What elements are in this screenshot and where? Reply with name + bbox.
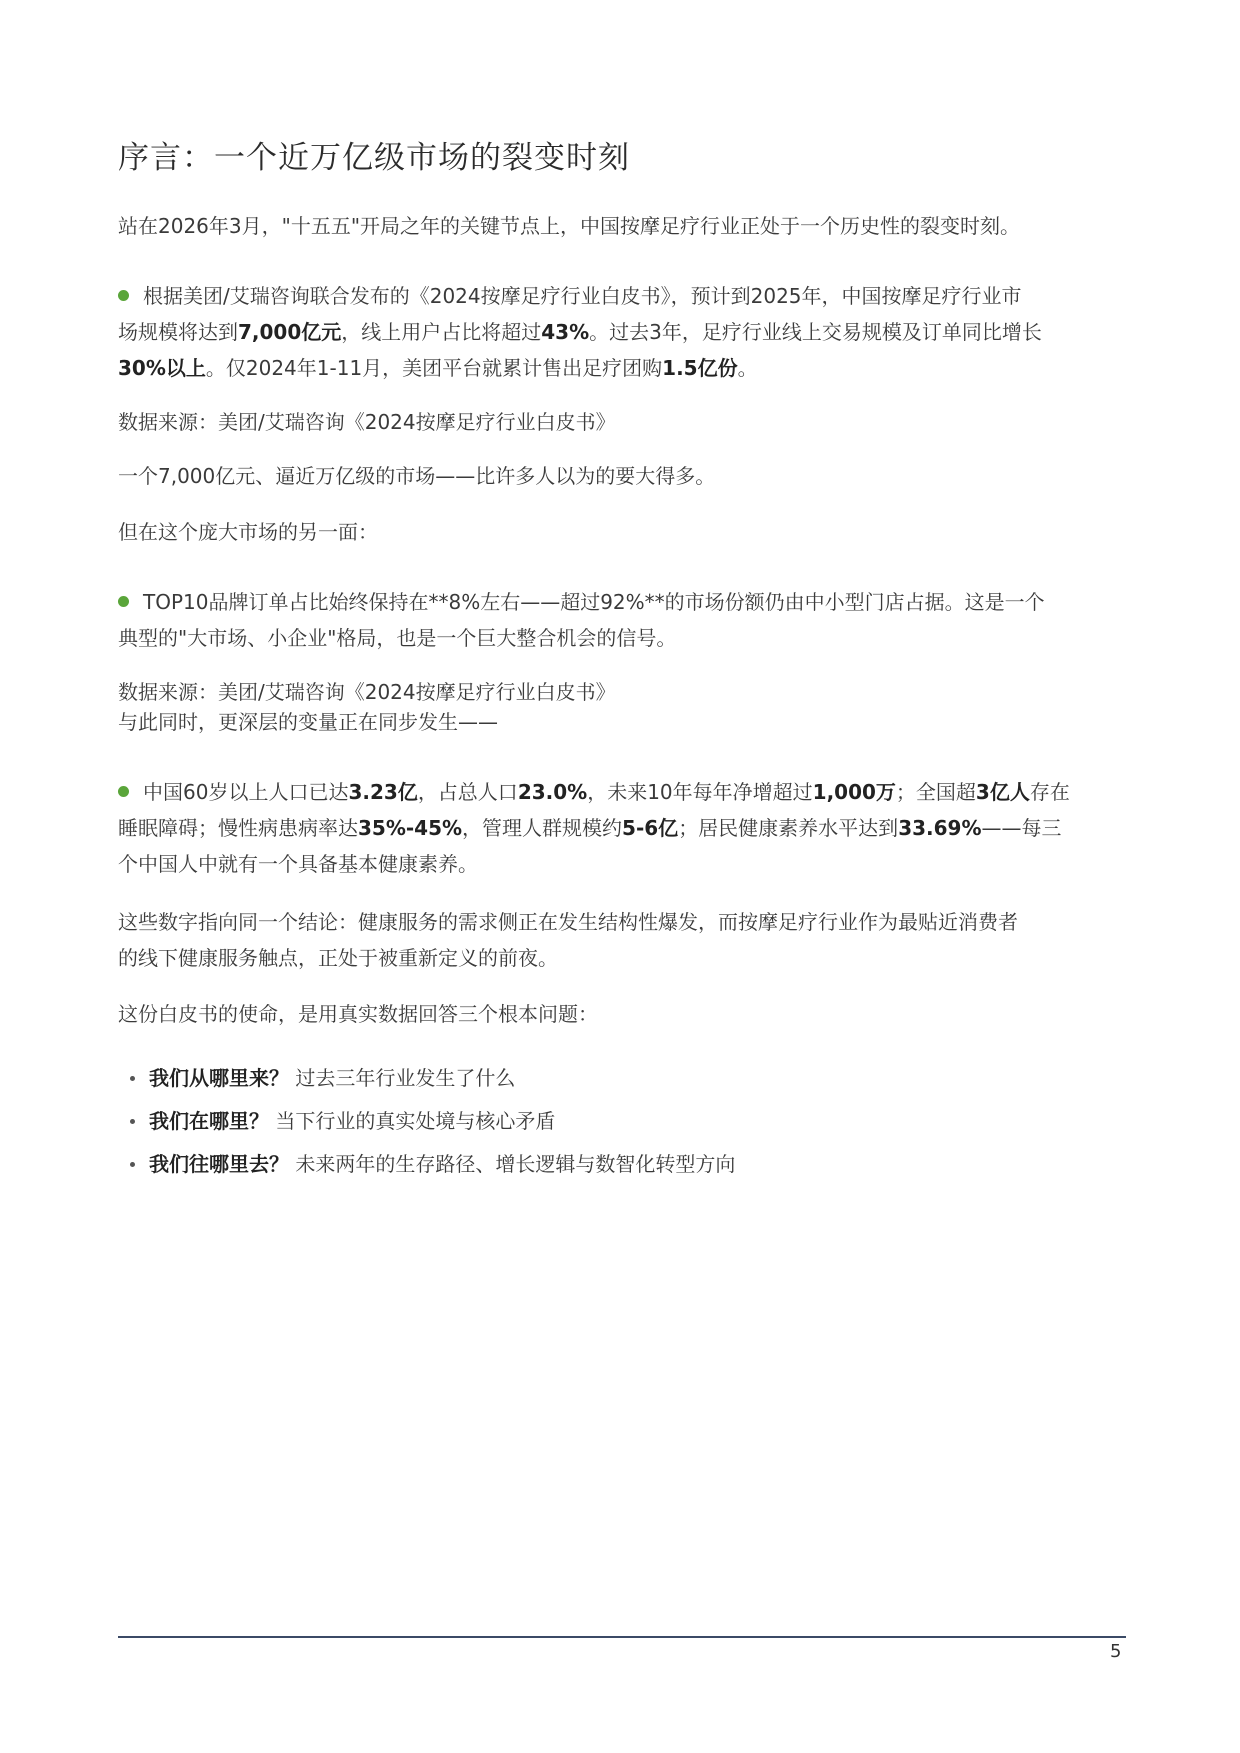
- intro-paragraph: 站在2026年3月，"十五五"开局之年的关键节点上，中国按摩足疗行业正处于一个历史性的裂变时刻。: [118, 214, 1021, 238]
- bullet-3-line-1: 中国60岁以上人口已达3.23亿，占总人口23.0%，未来10年每年净增超过1,000万；全国超3亿人存在: [118, 774, 1128, 811]
- bullet-1-line-1: 根据美团/艾瑞咨询联合发布的《2024按摩足疗行业白皮书》，预计到2025年，中国按摩足疗行业市: [118, 278, 1128, 315]
- meanwhile-paragraph: 与此同时，更深层的变量正在同步发生——: [118, 710, 498, 734]
- data-source-2: 数据来源：美团/艾瑞咨询《2024按摩足疗行业白皮书》: [118, 680, 616, 704]
- bullet-3-line-3: 个中国人中就有一个具备基本健康素养。: [118, 852, 478, 876]
- bullet-1-line-2: 场规模将达到7,000亿元，线上用户占比将超过43%。过去3年，足疗行业线上交易规模及订单同比增长: [118, 320, 1042, 344]
- question-item: 我们在哪里？ 当下行业的真实处境与核心矛盾: [130, 1106, 555, 1136]
- bullet-dot-icon: [118, 290, 129, 301]
- footer-rule: [118, 1636, 1126, 1638]
- mission-paragraph: 这份白皮书的使命，是用真实数据回答三个根本问题：: [118, 1002, 598, 1026]
- page-number: 5: [1110, 1641, 1122, 1662]
- conclusion-line-2: 的线下健康服务触点，正处于被重新定义的前夜。: [118, 946, 558, 970]
- other-side-paragraph: 但在这个庞大市场的另一面：: [118, 520, 378, 544]
- list-dot-icon: [130, 1119, 135, 1124]
- question-item: 我们往哪里去？ 未来两年的生存路径、增长逻辑与数智化转型方向: [130, 1149, 735, 1179]
- bullet-dot-icon: [118, 786, 129, 797]
- bullet-3-line-2: 睡眠障碍；慢性病患病率达35%-45%，管理人群规模约5-6亿；居民健康素养水平达到33.69%——每三: [118, 816, 1062, 840]
- bullet-1-line-3: 30%以上。仅2024年1-11月，美团平台就累计售出足疗团购1.5亿份。: [118, 356, 758, 380]
- bullet-2-line-2: 典型的"大市场、小企业"格局，也是一个巨大整合机会的信号。: [118, 626, 677, 650]
- conclusion-line-1: 这些数字指向同一个结论：健康服务的需求侧正在发生结构性爆发，而按摩足疗行业作为最贴近消费者: [118, 910, 1018, 934]
- market-size-paragraph: 一个7,000亿元、逼近万亿级的市场——比许多人以为的要大得多。: [118, 464, 716, 488]
- section-title: 序言：一个近万亿级市场的裂变时刻: [118, 140, 630, 176]
- list-dot-icon: [130, 1076, 135, 1081]
- bullet-2-line-1: TOP10品牌订单占比始终保持在**8%左右——超过92%**的市场份额仍由中小型门店占据。这是一个: [118, 584, 1128, 621]
- bullet-dot-icon: [118, 596, 129, 607]
- data-source-1: 数据来源：美团/艾瑞咨询《2024按摩足疗行业白皮书》: [118, 410, 616, 434]
- list-dot-icon: [130, 1162, 135, 1167]
- question-item: 我们从哪里来？ 过去三年行业发生了什么: [130, 1063, 515, 1093]
